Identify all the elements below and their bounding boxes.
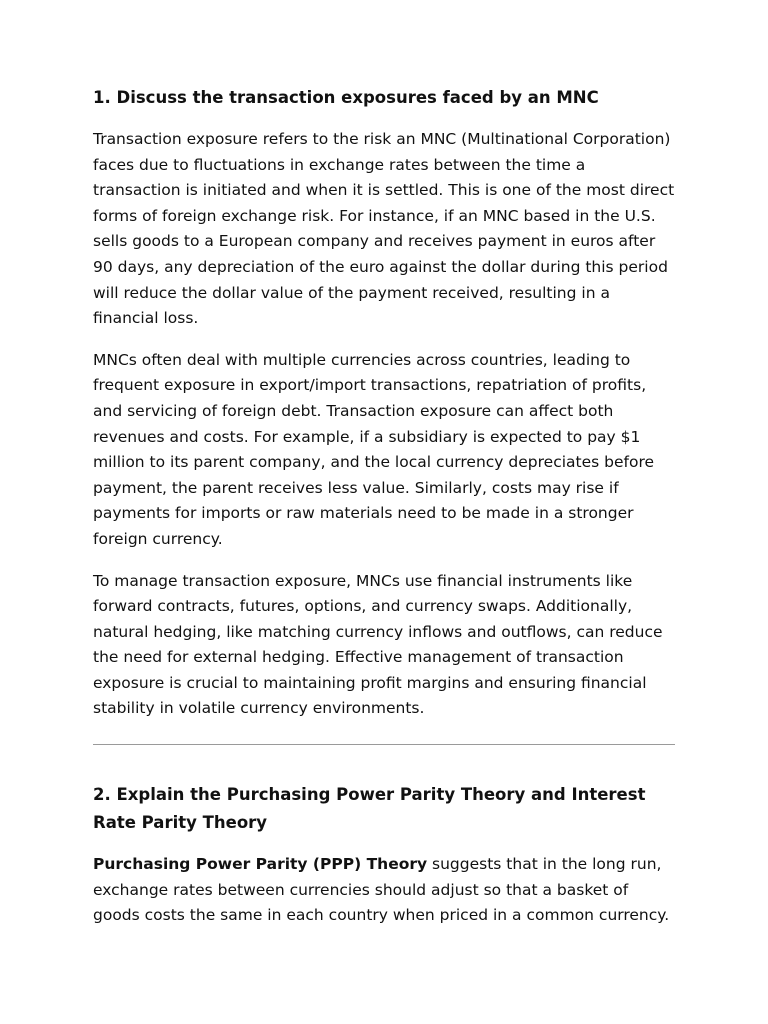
ppp-paragraph (93, 852, 675, 929)
section-1-paragraph-3: To manage transaction exposure, MNCs use financial instruments like forward contracts, futures, options, and currency swaps. Additionally, natural hedging, like matching currency inflows and outflows, can reduce the need for external hedging. Effective management of transaction exposure is crucial to maintaining profit margins and ensuring financial stability in volatile currency environments. (93, 571, 663, 718)
section-1-paragraph-1: Transaction exposure refers to the risk an MNC (Multinational Corporation) faces due to fluctuations in exchange rates between the time a transaction is initiated and when it is settled. This is one of the most direct forms of foreign exchange risk. For instance, if an MNC based in the U.S. sells goods to a European company and receives payment in euros after 90 days, any depreciation of the euro against the dollar during this period will reduce the dollar value of the payment received, resulting in a financial loss. (93, 130, 675, 328)
ppp-description: suggests that in the long run, exchange rates between currencies should adjust so that a basket of goods costs the same in each country when priced in a common currency. (93, 855, 670, 925)
section-1-paragraph-2: MNCs often deal with multiple currencies across countries, leading to frequent exposure in export/import transactions, repatriation of profits, and servicing of foreign debt. Transaction exposure can affect both revenues and costs. For example, if a subsidiary is expected to pay $1 million to its parent company, and the local currency depreciates before payment, the parent receives less value. Similarly, costs may rise if payments for imports or raw materials need to be made in a stronger foreign currency. (93, 350, 655, 548)
section-divider (93, 744, 675, 745)
section-2-heading: 2. Explain the Purchasing Power Parity Theory and Interest Rate Parity Theory (93, 785, 646, 833)
section-1-heading: 1. Discuss the transaction exposures faced by an MNC (93, 88, 599, 107)
document-page (93, 84, 675, 945)
ppp-term: Purchasing Power Parity (PPP) Theory (93, 855, 428, 874)
